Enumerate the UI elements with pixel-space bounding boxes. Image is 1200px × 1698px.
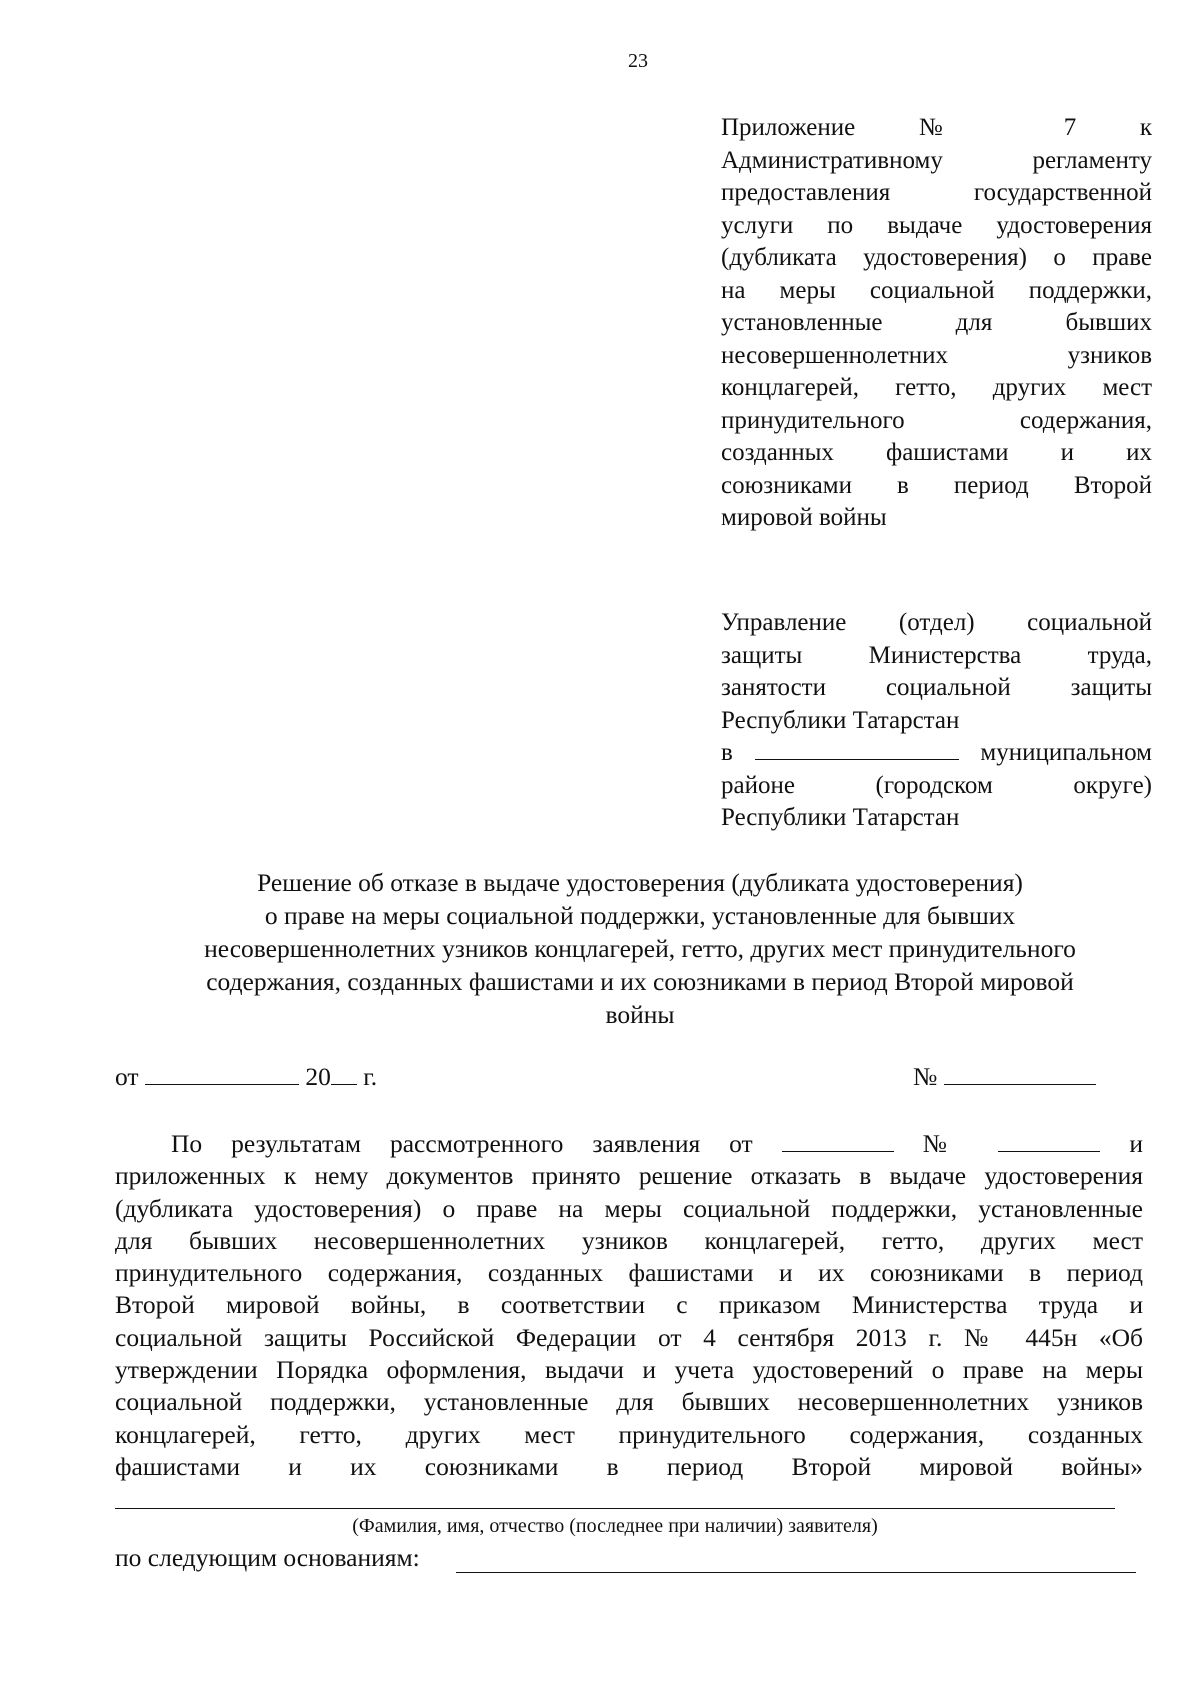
recipient-block [721,607,1152,835]
appendix-line: мировой войны [721,504,887,531]
title-line: содержания, созданных фашистами и их союзниками в период Второй мировой [206,967,1074,996]
appendix-line: установленные для бывших [721,309,1152,336]
recipient-line: Республики Татарстан [721,706,960,734]
appendix-line: союзниками в период Второй [721,471,1152,499]
body-line: приложенных к нему документов принято решение отказать в выдаче удостоверения [115,1161,1143,1191]
body-line: для бывших несовершеннолетних узников концлагерей, гетто, других мест [115,1225,1143,1255]
applicant-name-line[interactable] [115,1508,1115,1509]
appendix-line: предоставления государственной [721,179,1152,206]
body-line: Второй мировой войны, в соответствии с приказом Министерства труда и [115,1290,1143,1320]
date-blank[interactable] [145,1062,299,1085]
appendix-line: (дубликата удостоверения) о праве [721,244,1152,271]
application-date-blank[interactable] [782,1129,894,1152]
appendix-block [721,112,1152,535]
date-prefix: от [115,1062,139,1091]
recipient-line: занятости социальной защиты [721,674,1152,701]
body-line: социальной поддержки, установленные для бывших несовершеннолетних узников [115,1387,1143,1417]
body-line: (дубликата удостоверения) о праве на меры социальной поддержки, установленные [115,1193,1143,1223]
number-blank[interactable] [944,1062,1096,1085]
grounds-line[interactable] [456,1572,1136,1573]
appendix-line: концлагерей, гетто, других мест [721,374,1152,401]
recipient-line: защиты Министерства труда, [721,641,1152,669]
applicant-name-caption: (Фамилия, имя, отчество (последнее при наличии) заявителя) [352,1515,878,1537]
municipality-blank[interactable] [755,737,959,760]
title-line: о праве на меры социальной поддержки, установленные для бывших [264,901,1016,930]
body-line [115,1128,1143,1160]
appendix-line: принудительного содержания, [721,406,1152,434]
date-suffix: г. [363,1062,378,1091]
number-label: № [913,1062,938,1091]
appendix-line: Приложение № 7 к [721,114,1152,141]
recipient-line: районе (городском округе) [721,771,1152,799]
grounds-label: по следующим основаниям: [115,1543,420,1572]
year-blank[interactable] [331,1062,357,1085]
appendix-line: Административному регламенту [721,146,1152,174]
appendix-line: несовершеннолетних узников [721,341,1152,369]
application-number-blank[interactable] [998,1129,1100,1152]
recipient-suffix: муниципальном [980,739,1153,766]
recipient-prefix: в [721,739,733,766]
title-line: войны [605,1000,675,1029]
title-line: несовершеннолетних узников концлагерей, гетто, других мест принудительного [204,934,1076,963]
body-line: фашистами и их союзниками в период Второй мировой войны» [115,1451,1143,1481]
body-line1-start: По результатам рассмотренного заявления от [171,1129,753,1158]
body-line: концлагерей, гетто, других мест принудительного содержания, созданных [115,1419,1143,1449]
appendix-line: услуги по выдаче удостоверения [721,211,1152,239]
page-number: 23 [628,50,648,72]
date-line [115,1062,377,1092]
document-title [130,866,1150,1031]
recipient-line: Управление (отдел) социальной [721,609,1152,636]
title-line: Решение об отказе в выдаче удостоверения (дубликата удостоверения) [257,868,1023,897]
year-prefix: 20 [305,1062,331,1091]
body-line1-no: № [922,1129,970,1158]
number-line [913,1062,1096,1092]
appendix-line: созданных фашистами и их [721,439,1152,466]
body-line: утверждении Порядка оформления, выдачи и учета удостоверений о праве на меры [115,1355,1143,1385]
body-line: принудительного содержания, созданных фашистами и их союзниками в период [115,1258,1143,1288]
recipient-line: Республики Татарстан [721,804,960,831]
recipient-municipality-line [721,737,1152,770]
body-line: социальной защиты Российской Федерации от 4 сентября 2013 г. № 445н «Об [115,1322,1143,1352]
appendix-line: на меры социальной поддержки, [721,276,1152,304]
decision-body [115,1128,1143,1483]
body-line1-end: и [1129,1129,1143,1158]
